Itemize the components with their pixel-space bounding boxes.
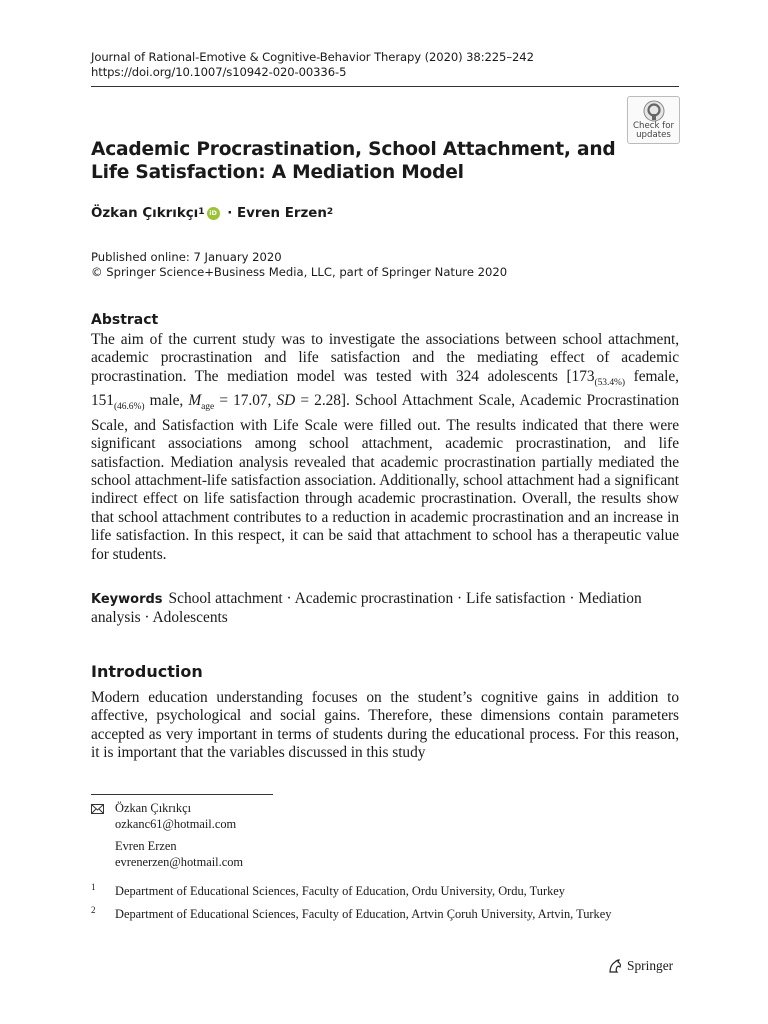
affiliation-1: Department of Educational Sciences, Faculty of Education, Ordu University, Ordu, Turkey [115,884,565,898]
contact-1-name: Özkan Çıkrıkçı [115,801,192,815]
springer-logo [607,958,673,974]
author-1-name[interactable]: Özkan Çıkrıkçı [91,206,199,221]
springer-wordmark: Springer [627,958,674,973]
author-2-affiliation-marker: 2 [326,206,334,217]
introduction-text: Modern education understanding focuses on the student’s cognitive gains in addition to affective, psychological and social gains. Therefore, these dimensions contain parameters accepted as very important in terms of students during the educational process. For this reason, it is important that the variables discussed in this study [91,689,679,762]
male-percent: (46.6%) [113,402,145,413]
check-for-updates-button[interactable] [627,96,680,144]
doi-link[interactable]: https://doi.org/10.1007/s10942-020-00336-5 [91,65,347,79]
mean-symbol: M [188,392,202,410]
affiliation-2: Department of Educational Sciences, Faculty of Education, Artvin Çoruh University, Artvin, Turkey [115,907,612,921]
envelope-icon [91,804,104,814]
journal-citation: Journal of Rational-Emotive & Cognitive-Behavior Therapy (2020) 38:225–242 [91,50,534,64]
abstract-part-1: The aim of the current study was to investigate the associations between school attachment, academic procrastination and life satisfaction and the mediating effect of academic procrastination. The mediation model was tested with 324 adolescents [173 [91,331,679,385]
affiliation-1-number: 1 [91,882,96,892]
author-1-affiliation-marker: 1 [198,206,205,217]
mean-subscript: age [201,402,215,413]
contact-1-email[interactable]: ozkanc61@hotmail.com [115,817,237,831]
article-title: Academic Procrastination, School Attachment, and Life Satisfaction: A Mediation Model [91,139,616,183]
author-separator: · [222,206,237,221]
contact-2-name: Evren Erzen [115,839,177,853]
female-percent: (53.4%) [594,377,626,388]
introduction-heading: Introduction [91,662,203,681]
keywords-label: Keywords [91,592,163,607]
contact-2-email[interactable]: evrenerzen@hotmail.com [115,855,244,869]
check-updates-label-1: Check for [633,121,674,131]
check-updates-label-2: updates [636,130,671,140]
springer-horse-icon [607,958,623,974]
abstract-heading: Abstract [91,312,159,328]
check-updates-icon [643,100,665,122]
author-list [91,206,333,221]
footnote-divider [91,794,273,795]
keywords-list: School attachment · Academic procrastination · Life satisfaction · Mediation analysis · Adolescents [91,590,642,627]
orcid-icon[interactable]: iD [207,207,220,220]
affiliation-2-number: 2 [91,905,96,915]
abstract-part-5: = 2.28]. School Attachment Scale, Academic Procrastination Scale, and Satisfaction with Life Scale were filled out. The results indicated that there were significant associations among school attachment, academic procrastination, and life satisfaction. Mediation analysis revealed that academic procrastination partially mediated the school attachment-life satisfaction association. Additionally, school attachment had a significant indirect effect on life satisfaction through academic procrastination. Overall, the results show that school attachment contributes to a reduction in academic procrastination and an increase in life satisfaction. In this respect, it can be said that attachment to school has a therapeutic value for students. [91,392,679,563]
corresponding-contacts [115,800,243,870]
abstract-part-2: female, 151 [91,367,679,410]
copyright-notice: © Springer Science+Business Media, LLC, part of Springer Nature 2020 [91,265,508,279]
sd-symbol: SD [276,392,296,410]
published-date: Published online: 7 January 2020 [91,250,282,264]
author-2-name[interactable]: Evren Erzen [236,206,327,221]
abstract-part-3: male, [144,392,189,410]
header-divider [91,86,679,87]
abstract-text [91,331,679,564]
abstract-part-4: = 17.07, [214,392,277,410]
keywords-section [91,590,679,628]
